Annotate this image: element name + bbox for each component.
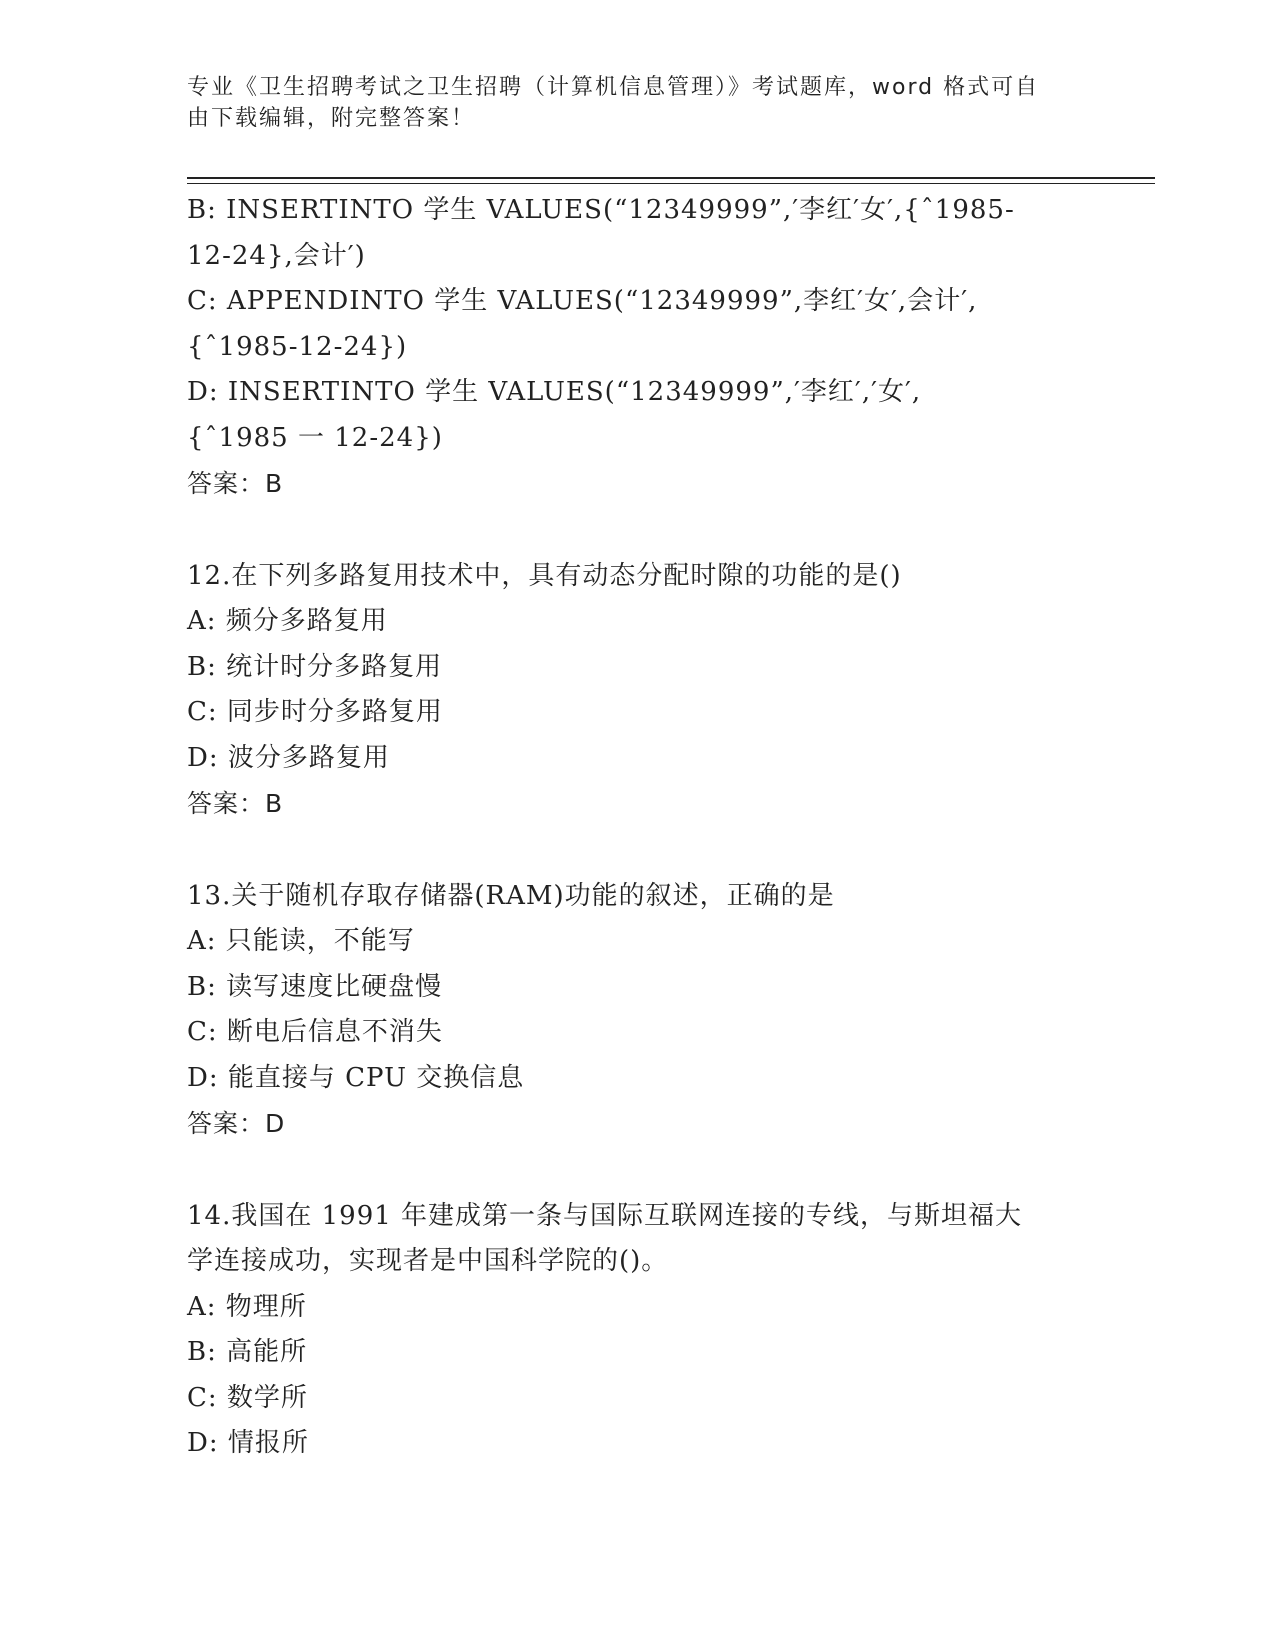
option-line: {ˆ1985 一 12-24}) [187,422,443,453]
option-b: B: 统计时分多路复用 [187,651,443,682]
option-line: C: APPENDINTO 学生 VALUES(“12349999”,李红′女′,会计′, [187,286,978,316]
option-b: B: 高能所 [187,1337,308,1367]
option-b: B: 读写速度比硬盘慢 [187,971,443,1002]
question-14 [187,1194,1087,1467]
option-line: B: INSERTINTO 学生 VALUES(“12349999”,′李红′女′,{ˆ1985- [187,195,1015,225]
option-c: C: 同步时分多路复用 [187,697,443,727]
header-line-1: 专业《卫生招聘考试之卫生招聘（计算机信息管理）》考试题库，word 格式可自 [187,75,1040,100]
option-d: D: 能直接与 CPU 交换信息 [187,1062,525,1093]
question-12 [187,554,1087,827]
question-text-continued: 学连接成功，实现者是中国科学院的()。 [187,1246,669,1276]
option-c: C: 断电后信息不消失 [187,1017,443,1047]
option-a: A: 只能读，不能写 [187,926,415,956]
question-13 [187,874,1087,1147]
option-d: D: 情报所 [187,1428,309,1458]
option-c: C: 数学所 [187,1382,308,1413]
option-line: {ˆ1985-12-24}) [187,331,408,362]
option-d: D: 波分多路复用 [187,742,390,773]
header-line-2: 由下载编辑，附完整答案！ [187,106,476,131]
document-header [187,72,1067,134]
question-text: 14.我国在 1991 年建成第一条与国际互联网连接的专线，与斯坦福大 [187,1200,1023,1231]
option-line: D: INSERTINTO 学生 VALUES(“12349999”,′李红′,′女′, [187,377,922,407]
option-a: A: 物理所 [187,1291,307,1322]
question-11-continuation [187,188,1087,507]
question-text: 12.在下列多路复用技术中，具有动态分配时隙的功能的是() [187,560,902,591]
document-body [187,188,1087,1467]
header-rule [187,177,1155,179]
answer-line: 答案：B [187,789,284,818]
answer-line: 答案：B [187,469,284,498]
header-rule-thin [187,183,1155,184]
question-text: 13.关于随机存取存储器(RAM)功能的叙述，正确的是 [187,880,835,911]
option-a: A: 频分多路复用 [187,606,388,636]
option-line: 12-24},会计′) [187,240,366,271]
answer-line: 答案：D [187,1109,286,1138]
